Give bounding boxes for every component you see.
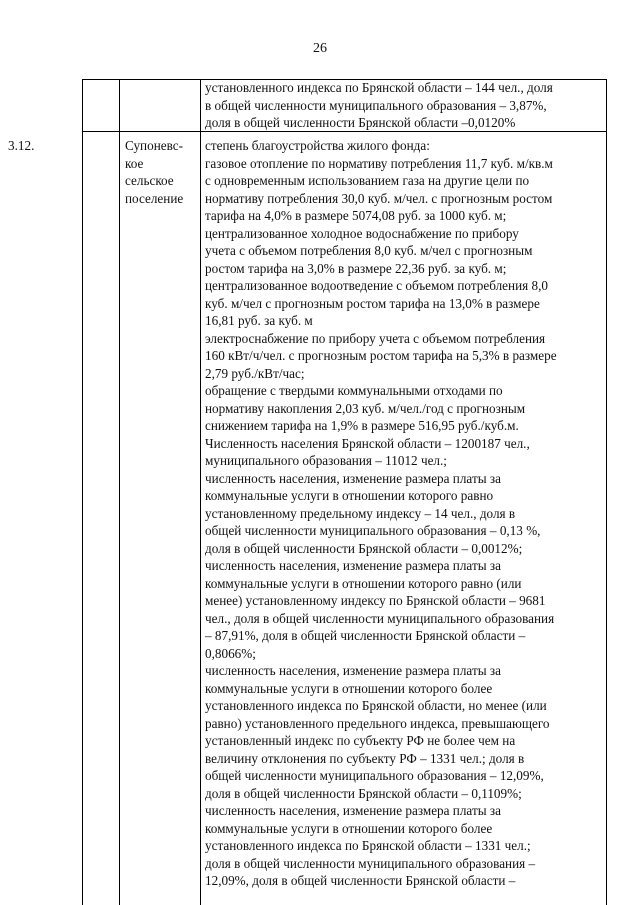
text-line: коммунальные услуги в отношении которого более <box>205 820 493 836</box>
text-line: коммунальные услуги в отношении которого более <box>205 680 493 696</box>
text-line: установленному предельному индексу – 14 чел., доля в <box>205 505 516 521</box>
text-line: равно) установленного предельного индекса, превышающего <box>205 715 550 731</box>
text-line: централизованное холодное водоснабжение по прибору <box>205 225 519 241</box>
text-line: доля в общей численности Брянской области –0,0120% <box>205 115 516 130</box>
text-line: степень благоустройства жилого фонда: <box>205 138 430 153</box>
text-line: обращение с твердыми коммунальными отходами по <box>205 383 503 398</box>
text-line: чел., доля в общей численности муниципального образования <box>205 610 555 626</box>
text-line: учета с объемом потребления 8,0 куб. м/чел с прогнозным <box>205 243 533 258</box>
text-line: тарифа на 4,0% в размере 5074,08 руб. за 1000 куб. м; <box>205 208 507 223</box>
settlement-line: поселение <box>125 190 184 206</box>
text-line: снижением тарифа на 1,9% в размере 516,95 руб./куб.м. <box>205 418 519 433</box>
text-line: куб. м/чел с прогнозным ростом тарифа на 13,0% в размере <box>205 295 540 311</box>
row-description <box>205 137 557 890</box>
settlement-line: кое <box>125 155 144 171</box>
text-line: численность населения, изменение размера платы за <box>205 470 501 486</box>
text-line: с одновременным использованием газа на другие цели по <box>205 173 530 188</box>
text-line: Численность населения Брянской области – 1200187 чел., <box>205 435 530 451</box>
text-line: общей численности муниципального образования – 12,09%, <box>205 768 544 783</box>
text-line: коммунальные услуги в отношении которого равно (или <box>205 575 522 591</box>
text-line: коммунальные услуги в отношении которого равно <box>205 488 494 503</box>
text-line: – 87,91%, доля в общей численности Брянской области – <box>205 628 526 643</box>
text-line: численность населения, изменение размера платы за <box>205 558 501 573</box>
text-line: доля в общей численности Брянской области – 0,0012%; <box>205 540 523 556</box>
text-line: электроснабжение по прибору учета с объемом потребления <box>205 330 546 346</box>
text-line: муниципального образования – 11012 чел.; <box>205 453 447 468</box>
text-line: установленного индекса по Брянской области, но менее (или <box>205 698 547 713</box>
settlement-name <box>125 137 183 207</box>
text-line: численность населения, изменение размера платы за <box>205 663 501 678</box>
column-divider-settlement <box>200 79 201 905</box>
text-line: величину отклонения по субъекту РФ – 1331 чел.; доля в <box>205 750 525 766</box>
text-line: доля в общей численности Брянской области – 0,1109%; <box>205 785 522 801</box>
text-line: 12,09%, доля в общей численности Брянской области – <box>205 873 516 888</box>
text-line: установленного индекса по Брянской области – 144 чел., доля <box>205 80 553 95</box>
settlement-line: сельское <box>125 173 174 188</box>
text-line: ростом тарифа на 3,0% в размере 22,36 руб. за куб. м; <box>205 260 507 276</box>
text-line: 2,79 руб./кВт/час; <box>205 365 305 381</box>
text-line: доля в общей численности муниципального образования – <box>205 855 536 871</box>
column-divider-number <box>119 79 120 905</box>
text-line: в общей численности муниципального образования – 3,87%, <box>205 97 547 113</box>
text-line: 0,8066%; <box>205 645 256 661</box>
text-line: нормативу потребления 30,0 куб. м/чел. с прогнозным ростом <box>205 190 553 206</box>
text-line: общей численности муниципального образования – 0,13 %, <box>205 523 541 538</box>
text-line: 160 кВт/ч/чел. с прогнозным ростом тарифа на 5,3% в размере <box>205 348 557 363</box>
top-row-text <box>205 79 553 132</box>
text-line: численность населения, изменение размера платы за <box>205 803 501 818</box>
text-line: газовое отопление по нормативу потребления 11,7 куб. м/кв.м <box>205 155 553 171</box>
page-number: 26 <box>313 41 327 56</box>
row-number: 3.12. <box>8 138 35 153</box>
text-line: 16,81 руб. за куб. м <box>205 313 313 328</box>
text-line: установленного индекса по Брянской области – 1331 чел.; <box>205 838 531 853</box>
text-line: установленный индекс по субъекту РФ не более чем на <box>205 733 516 748</box>
text-line: менее) установленному индексу по Брянской области – 9681 <box>205 593 546 608</box>
settlement-line: Супоневс- <box>125 138 184 153</box>
text-line: централизованное водоотведение с объемом потребления 8,0 <box>205 278 548 293</box>
text-line: нормативу накопления 2,03 куб. м/чел./год с прогнозным <box>205 400 526 416</box>
